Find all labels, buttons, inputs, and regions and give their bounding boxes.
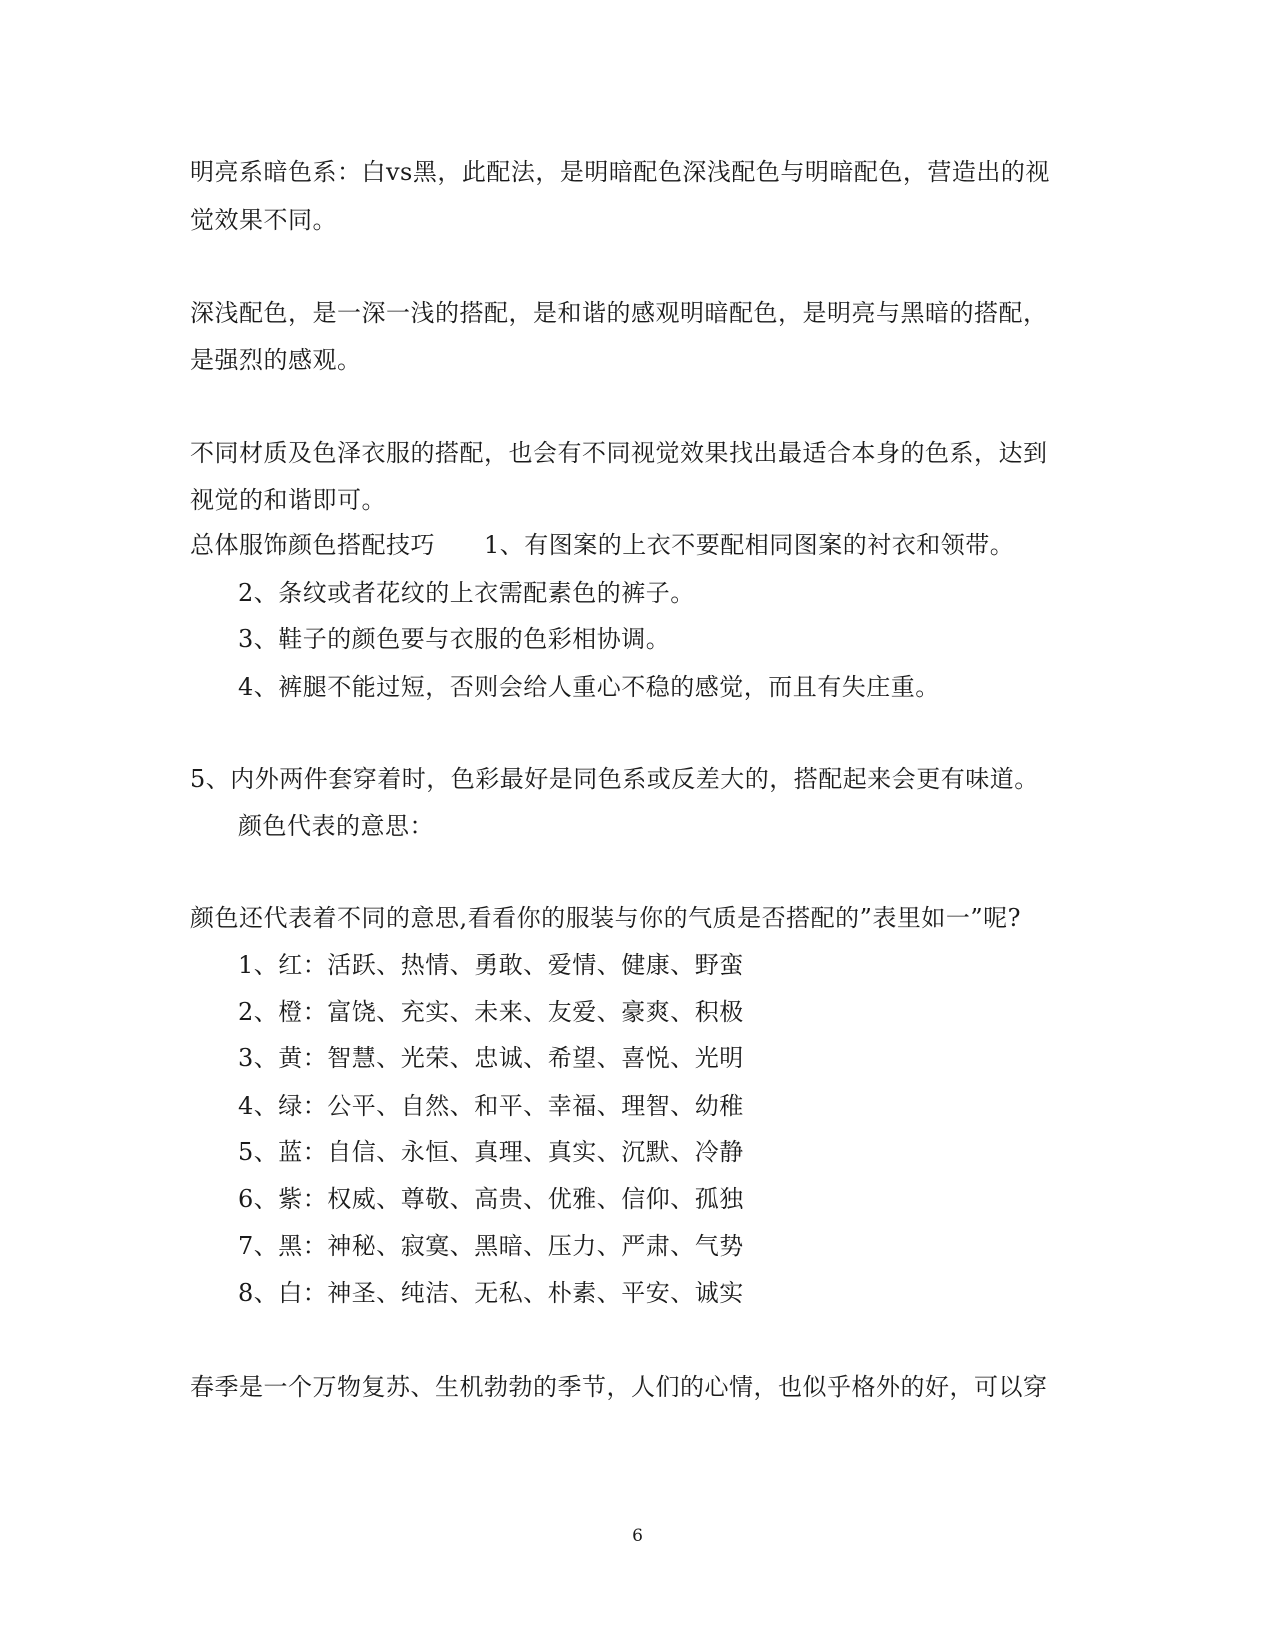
paragraph-line: 觉效果不同。 (190, 206, 337, 234)
paragraph-line: 视觉的和谐即可。 (190, 486, 386, 514)
color-meaning-heading: 颜色代表的意思： (238, 812, 434, 840)
tips-heading: 总体服饰颜色搭配技巧 1、有图案的上衣不要配相同图案的衬衣和领带。 (190, 531, 1015, 559)
tip-item: 4、裤腿不能过短，否则会给人重心不稳的感觉，而且有失庄重。 (238, 673, 940, 701)
color-item: 5、蓝：自信、永恒、真理、真实、沉默、冷静 (238, 1138, 744, 1166)
color-item: 7、黑：神秘、寂寞、黑暗、压力、严肃、气势 (238, 1232, 744, 1260)
tip-item: 2、条纹或者花纹的上衣需配素色的裤子。 (238, 579, 695, 607)
paragraph-line: 不同材质及色泽衣服的搭配，也会有不同视觉效果找出最适合本身的色系，达到 (190, 439, 1048, 467)
tip-item: 3、鞋子的颜色要与衣服的色彩相协调。 (238, 625, 671, 653)
paragraph-line: 深浅配色，是一深一浅的搭配，是和谐的感观明暗配色，是明亮与黑暗的搭配， (190, 299, 1048, 327)
paragraph-line: 是强烈的感观。 (190, 346, 362, 374)
color-item: 4、绿：公平、自然、和平、幸福、理智、幼稚 (238, 1092, 744, 1120)
paragraph-line: 春季是一个万物复苏、生机勃勃的季节，人们的心情，也似乎格外的好，可以穿 (190, 1373, 1048, 1401)
color-item: 8、白：神圣、纯洁、无私、朴素、平安、诚实 (238, 1279, 744, 1307)
color-item: 1、红：活跃、热情、勇敢、爱情、健康、野蛮 (238, 951, 744, 979)
paragraph-line: 明亮系暗色系：白vs黑，此配法，是明暗配色深浅配色与明暗配色，营造出的视 (190, 158, 1050, 186)
tip-item: 5、内外两件套穿着时，色彩最好是同色系或反差大的，搭配起来会更有味道。 (190, 765, 1039, 793)
page-number: 6 (632, 1526, 643, 1546)
color-item: 3、黄：智慧、光荣、忠诚、希望、喜悦、光明 (238, 1044, 744, 1072)
color-item: 6、紫：权威、尊敬、高贵、优雅、信仰、孤独 (238, 1185, 744, 1213)
color-item: 2、橙：富饶、充实、未来、友爱、豪爽、积极 (238, 998, 744, 1026)
color-intro: 颜色还代表着不同的意思,看看你的服装与你的气质是否搭配的”表里如一”呢? (190, 904, 1022, 932)
